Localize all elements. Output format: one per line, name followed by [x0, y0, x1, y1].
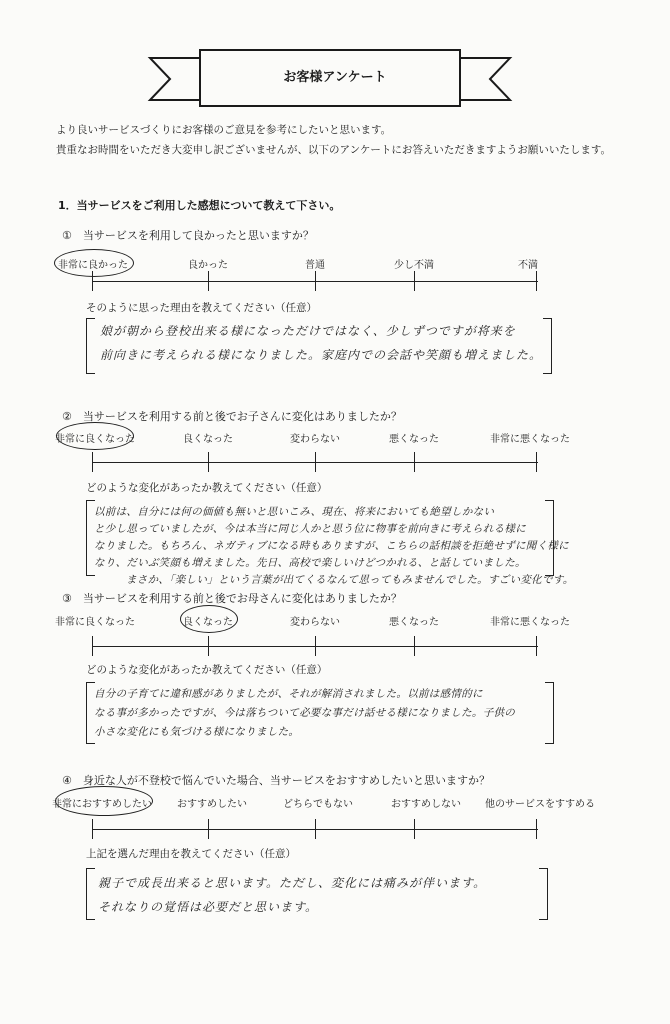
q1-option-5[interactable]: 不満: [518, 260, 538, 271]
q1-scale-axis: [92, 271, 538, 291]
q1-option-1[interactable]: 非常に良かった: [58, 260, 128, 271]
q1-option-2[interactable]: 良かった: [188, 260, 228, 271]
q1-answer-line-1: 娘が朝から登校出来る様になっただけではなく、少しずつですが将来を: [100, 324, 516, 338]
q2-selection-circle: [56, 422, 134, 450]
q3-option-1[interactable]: 非常に良くなった: [55, 617, 135, 628]
q1-answer-line-2: 前向きに考えられる様になりました。家庭内での会話や笑顔も増えました。: [100, 348, 543, 362]
q2-option-3[interactable]: 変わらない: [290, 434, 340, 445]
q3-scale-axis: [92, 636, 538, 656]
q2-answer-box: [86, 500, 574, 590]
q3-selection-circle: [180, 605, 238, 633]
q2-option-5[interactable]: 非常に悪くなった: [490, 434, 570, 445]
q4-answer-line-2: それなりの覚悟は必要だと思います。: [98, 900, 319, 914]
q2-option-4[interactable]: 悪くなった: [389, 434, 439, 445]
q4-reason-label: 上記を選んだ理由を教えてください（任意）: [86, 848, 296, 860]
question-4: ④ 身近な人が不登校で悩んでいた場合、当サービスをおすすめしたいと思いますか？: [62, 774, 490, 787]
q3-answer-line-1: 自分の子育てに違和感がありましたが、それが解消されました。以前は感情的に: [94, 688, 483, 700]
q4-option-4[interactable]: おすすめしない: [390, 799, 462, 810]
q2-scale-axis: [92, 452, 538, 472]
q2-answer-line-1: 以前は、自分には何の価値も無いと思いこみ、現在、将来においても絶望しかない: [94, 506, 495, 518]
q4-selection-circle: [55, 786, 153, 816]
q1-option-3[interactable]: 普通: [305, 260, 325, 271]
intro-line-1: より良いサービスづくりにお客様のご意見を参考にしたいと思います。: [56, 124, 392, 136]
q4-answer-line-1: 親子で成長出来ると思います。ただし、変化には痛みが伴います。: [98, 876, 487, 890]
q4-scale-axis: [92, 819, 538, 839]
q3-option-2[interactable]: 良くなった: [183, 617, 233, 628]
q1-reason-label: そのように思った理由を教えてください（任意）: [86, 302, 317, 314]
q1-answer-box: [86, 318, 552, 374]
section-heading: 1．当サービスをご利用した感想について教えて下さい。: [58, 199, 341, 212]
q3-option-3[interactable]: 変わらない: [290, 617, 340, 628]
question-1: ① 当サービスを利用して良かったと思いますか？: [62, 229, 314, 242]
intro-line-2: 貴重なお時間をいただき大変申し訳ございませんが、以下のアンケートにお答えいただきますようお願いいたします。: [56, 144, 612, 156]
q2-answer-line-4: なり、だいぶ笑顔も増えました。先日、高校で楽しいけどつかれる、と話していました。: [94, 557, 526, 569]
q3-option-4[interactable]: 悪くなった: [389, 617, 439, 628]
q2-answer-line-3: なりました。もちろん、ネガティブになる時もありますが、こちらの話相談を拒絶せずに聞く様に: [94, 540, 569, 552]
q2-reason-label: どのような変化があったか教えてください（任意）: [86, 482, 328, 494]
q2-option-2[interactable]: 良くなった: [183, 434, 233, 445]
q2-answer-line-5: まさか、「楽しい」という言葉が出てくるなんて思ってもみませんでした。すごい変化です。: [126, 574, 574, 586]
question-3: ③ 当サービスを利用する前と後でお母さんに変化はありましたか？: [62, 592, 402, 605]
q2-option-1[interactable]: 非常に良くなった: [55, 434, 135, 445]
q1-option-4[interactable]: 少し不満: [394, 260, 434, 271]
q3-reason-label: どのような変化があったか教えてください（任意）: [86, 664, 328, 676]
q3-answer-line-2: なる事が多かったですが、今は落ちついて必要な事だけ話せる様になりました。子供の: [94, 707, 516, 719]
page-title: お客様アンケート: [283, 70, 387, 85]
q3-answer-box: [86, 682, 554, 744]
q3-answer-line-3: 小さな変化にも気づける様になりました。: [94, 726, 300, 738]
q4-option-5[interactable]: 他のサービスをすすめる: [484, 799, 596, 810]
title-banner: [140, 40, 520, 130]
question-2: ② 当サービスを利用する前と後でお子さんに変化はありましたか？: [62, 410, 402, 423]
q3-option-5[interactable]: 非常に悪くなった: [490, 617, 570, 628]
q4-option-2[interactable]: おすすめしたい: [176, 799, 248, 810]
q4-answer-box: [86, 868, 548, 920]
q2-answer-line-2: と少し思っていましたが、今は本当に同じ人かと思う位に物事を前向きに考えられる様に: [94, 523, 526, 535]
q4-option-1[interactable]: 非常におすすめしたい: [51, 799, 153, 810]
q4-option-3[interactable]: どちらでもない: [283, 799, 353, 810]
